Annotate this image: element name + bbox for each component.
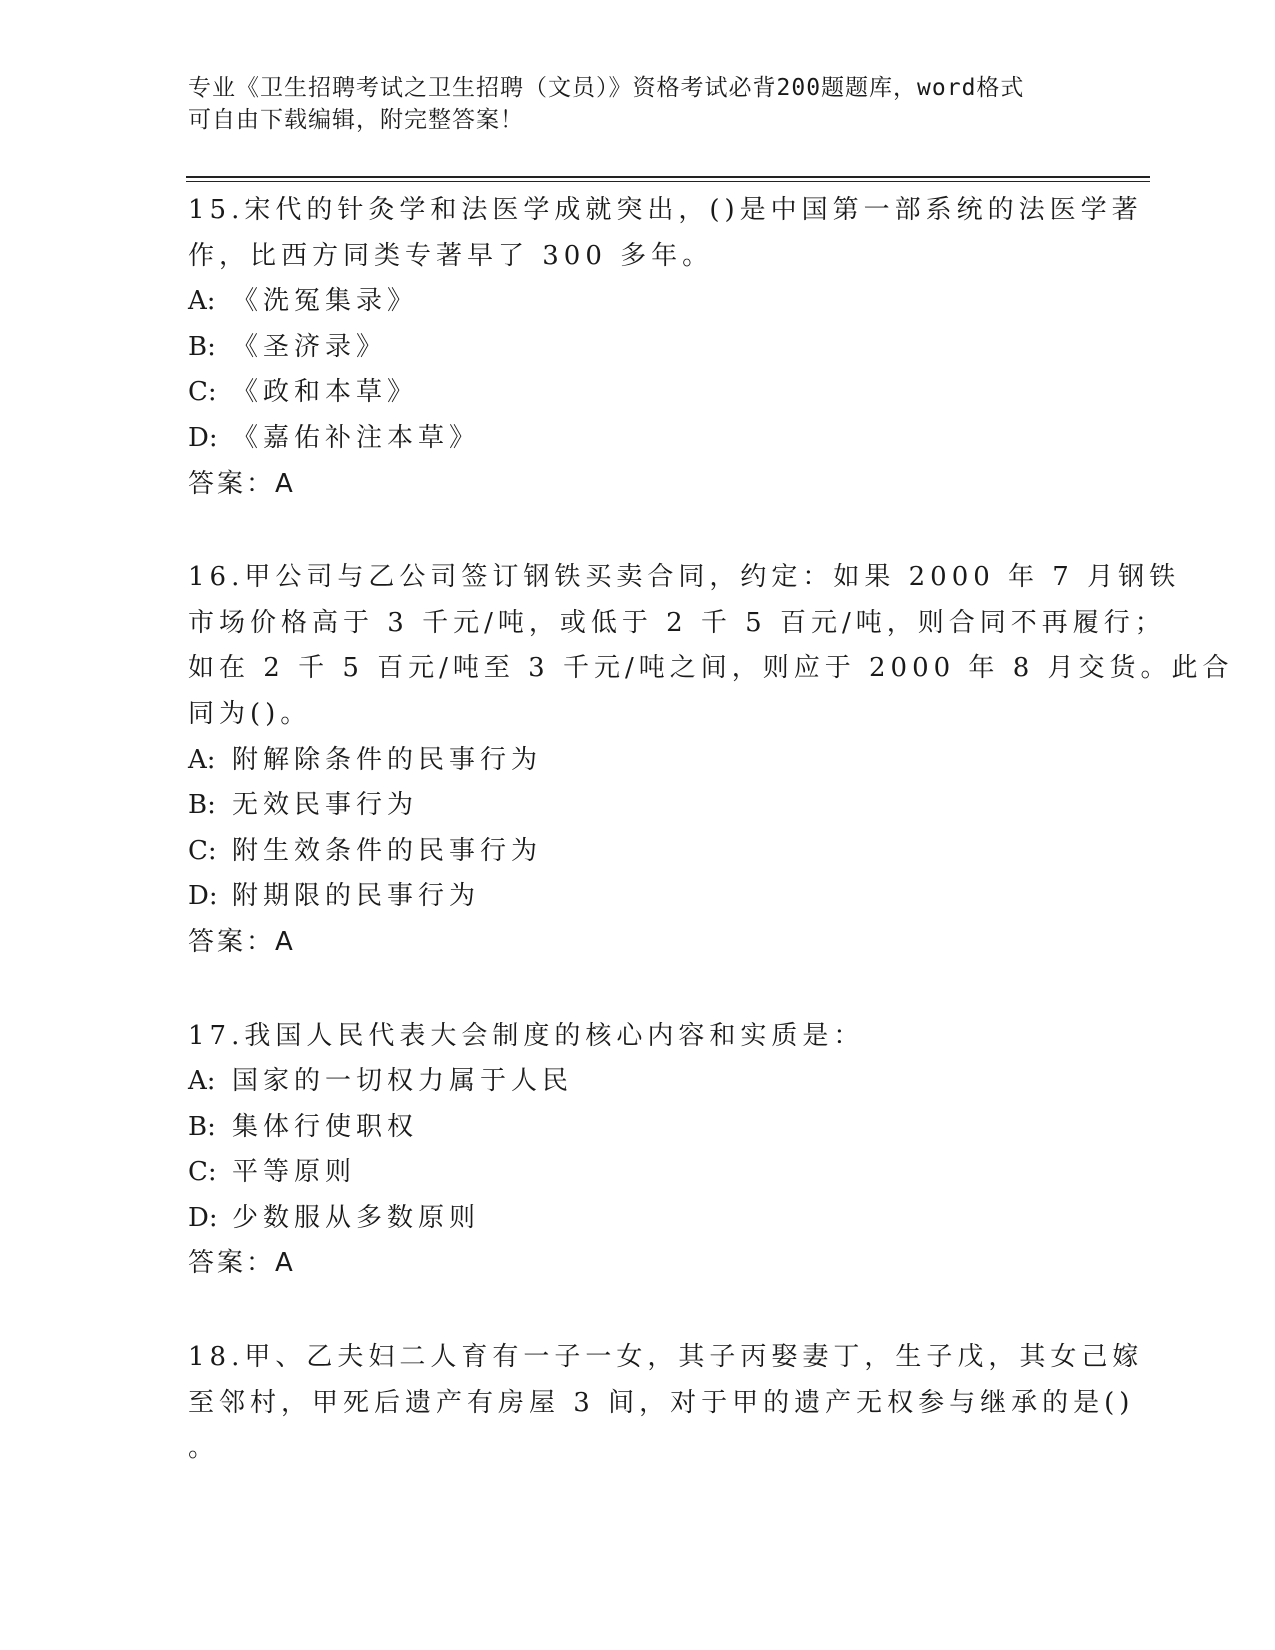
option-text: 附解除条件的民事行为 <box>232 744 543 775</box>
option-key: D: <box>188 881 218 912</box>
question-block <box>188 188 1143 507</box>
question-text-line: 18.甲、乙夫妇二人育有一子一女，其子丙娶妻丁，生子戊，其女己嫁 <box>188 1342 1144 1373</box>
option-text: 《政和本草》 <box>232 377 419 408</box>
answer-option <box>188 1059 1088 1105</box>
option-key: B: <box>188 790 216 821</box>
header-line-2: 可自由下载编辑，附完整答案！ <box>188 107 524 133</box>
answer-option <box>188 1196 1088 1242</box>
option-text: 平等原则 <box>232 1157 357 1188</box>
question-text-line: 17.我国人民代表大会制度的核心内容和实质是： <box>188 1020 865 1051</box>
question-text-line: 15.宋代的针灸学和法医学成就突出，()是中国第一部系统的法医学著 <box>188 195 1143 225</box>
option-text: 无效民事行为 <box>232 790 419 821</box>
question-text-line: 16.甲公司与乙公司签订钢铁买卖合同，约定：如果 2000 年 7 月钢铁 <box>188 562 1181 593</box>
option-text: 少数服从多数原则 <box>232 1202 481 1233</box>
option-text: 《洗冤集录》 <box>232 286 419 317</box>
question-text-line: 同为()。 <box>188 698 312 729</box>
answer-option <box>188 874 1088 920</box>
option-text: 集体行使职权 <box>232 1111 419 1142</box>
answer-option <box>188 1150 1088 1196</box>
question-block <box>188 555 1234 965</box>
answer-option <box>188 279 1088 325</box>
answer-option <box>188 783 1088 829</box>
question-text-line: 市场价格高于 3 千元/吨，或低于 2 千 5 百元/吨，则合同不再履行； <box>188 607 1166 638</box>
option-text: 《圣济录》 <box>232 331 388 362</box>
option-text: 《嘉佑补注本草》 <box>232 422 481 453</box>
option-key: D: <box>188 422 218 453</box>
option-key: A: <box>188 1066 216 1097</box>
header-divider-thin <box>186 181 1150 182</box>
answer-option <box>188 325 1088 371</box>
option-key: C: <box>188 835 217 866</box>
question-text-line: 。 <box>188 1433 220 1464</box>
answer-option <box>188 370 1088 416</box>
question-block <box>188 1335 1144 1472</box>
question-text-line: 至邻村，甲死后遗产有房屋 3 间，对于甲的遗产无权参与继承的是() <box>188 1387 1135 1418</box>
option-key: D: <box>188 1202 218 1233</box>
header-divider-thick <box>186 176 1150 178</box>
option-text: 附期限的民事行为 <box>232 881 481 912</box>
option-key: A: <box>188 286 216 317</box>
document-header <box>188 72 1068 136</box>
answer-line: 答案：A <box>188 468 296 499</box>
option-key: C: <box>188 377 217 408</box>
question-block <box>188 1014 1088 1288</box>
option-key: B: <box>188 1111 216 1142</box>
option-key: C: <box>188 1157 217 1188</box>
answer-option <box>188 1105 1088 1151</box>
answer-option <box>188 829 1088 875</box>
question-list <box>188 188 1234 1520</box>
answer-line: 答案：A <box>188 1248 296 1279</box>
option-text: 附生效条件的民事行为 <box>232 835 543 866</box>
option-text: 国家的一切权力属于人民 <box>232 1066 574 1097</box>
header-line-1: 专业《卫生招聘考试之卫生招聘（文员）》资格考试必背200题题库，word格式 <box>188 75 1025 101</box>
answer-option <box>188 738 1088 784</box>
option-key: A: <box>188 744 216 775</box>
answer-line: 答案：A <box>188 926 296 957</box>
option-key: B: <box>188 331 216 362</box>
question-text-line: 作，比西方同类专著早了 300 多年。 <box>188 240 714 271</box>
answer-option <box>188 416 1088 462</box>
question-text-line: 如在 2 千 5 百元/吨至 3 千元/吨之间，则应于 2000 年 8 月交货。此合 <box>188 653 1234 684</box>
